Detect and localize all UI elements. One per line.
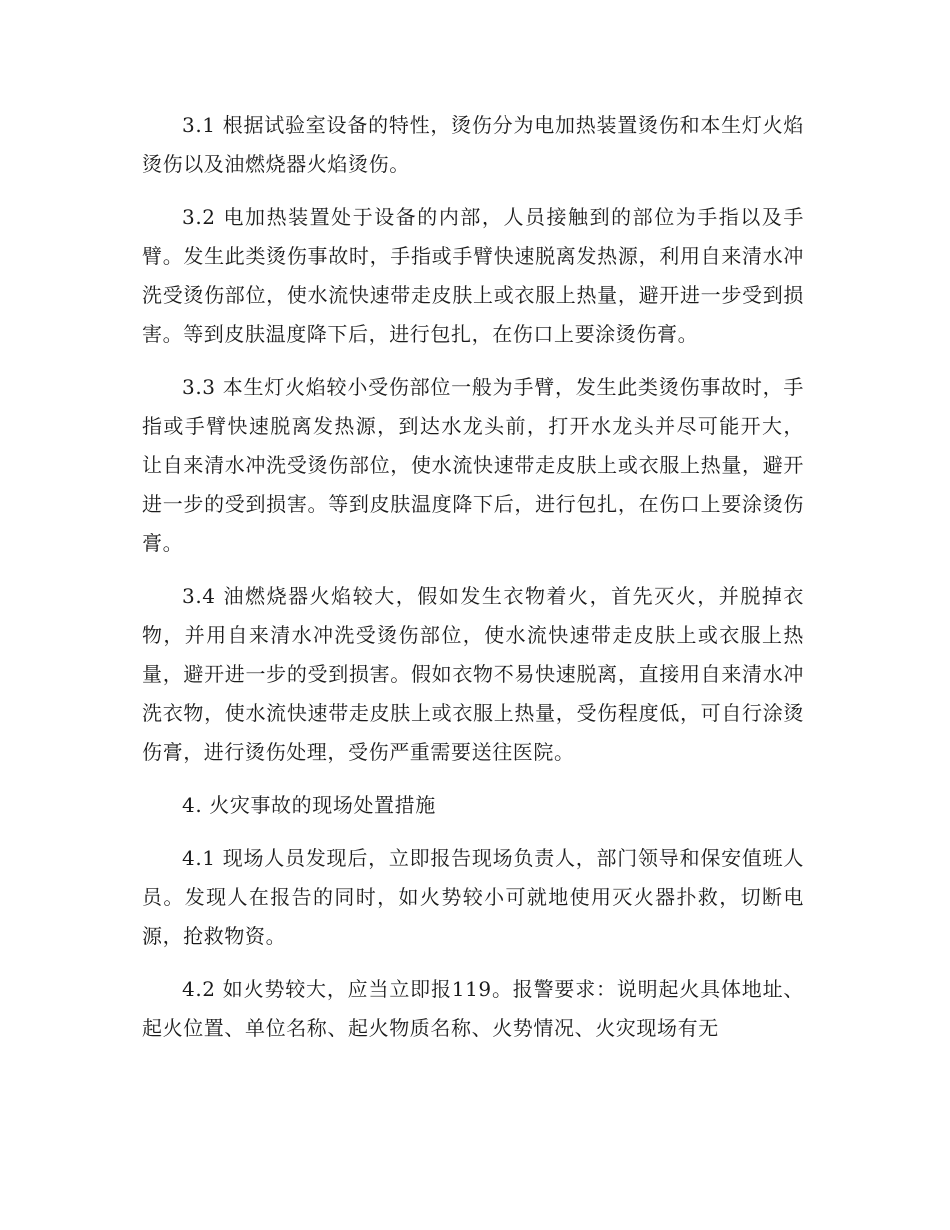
section-heading-4: 4. 火灾事故的现场处置措施	[182, 793, 436, 817]
paragraph-4-2: 4.2 如火势较大，应当立即报119。报警要求：说明起火具体地址、起火位置、单位名称、起火物质名称、火势情况、火灾现场有无	[142, 977, 804, 1040]
paragraph-4-1: 4.1 现场人员发现后，立即报告现场负责人，部门领导和保安值班人员。发现人在报告的同时，如火势较小可就地使用灭火器扑救，切断电源，抢救物资。	[142, 846, 804, 948]
paragraph-3-1: 3.1 根据试验室设备的特性，烫伤分为电加热装置烫伤和本生灯火焰烫伤以及油燃烧器火焰烫伤。	[142, 113, 804, 176]
paragraph-3-4: 3.4 油燃烧器火焰较大，假如发生衣物着火，首先灭火，并脱掉衣物，并用自来清水冲洗受烫伤部位，使水流快速带走皮肤上或衣服上热量，避开进一步的受到损害。假如衣物不易快速脱离，直接用自来清水冲洗衣物，使水流快速带走皮肤上或衣服上热量，受伤程度低，可自行涂烫伤膏，进行烫伤处理，受伤严重需要送往医院。	[142, 584, 804, 764]
paragraph-3-3: 3.3 本生灯火焰较小受伤部位一般为手臂，发生此类烫伤事故时，手指或手臂快速脱离发热源，到达水龙头前，打开水龙头并尽可能开大， 让自来清水冲洗受烫伤部位，使水流快速带走皮肤上或衣服上热量，避开进一步的受到损害。等到皮肤温度降下后，进行包扎，在伤口上要涂烫伤膏。	[142, 375, 804, 555]
document-body	[142, 106, 804, 1062]
paragraph-3-2: 3.2 电加热装置处于设备的内部，人员接触到的部位为手指以及手臂。发生此类烫伤事故时，手指或手臂快速脱离发热源，利用自来清水冲洗受烫伤部位，使水流快速带走皮肤上或衣服上热量，避开进一步受到损害。等到皮肤温度降下后，进行包扎，在伤口上要涂烫伤膏。	[142, 205, 804, 346]
